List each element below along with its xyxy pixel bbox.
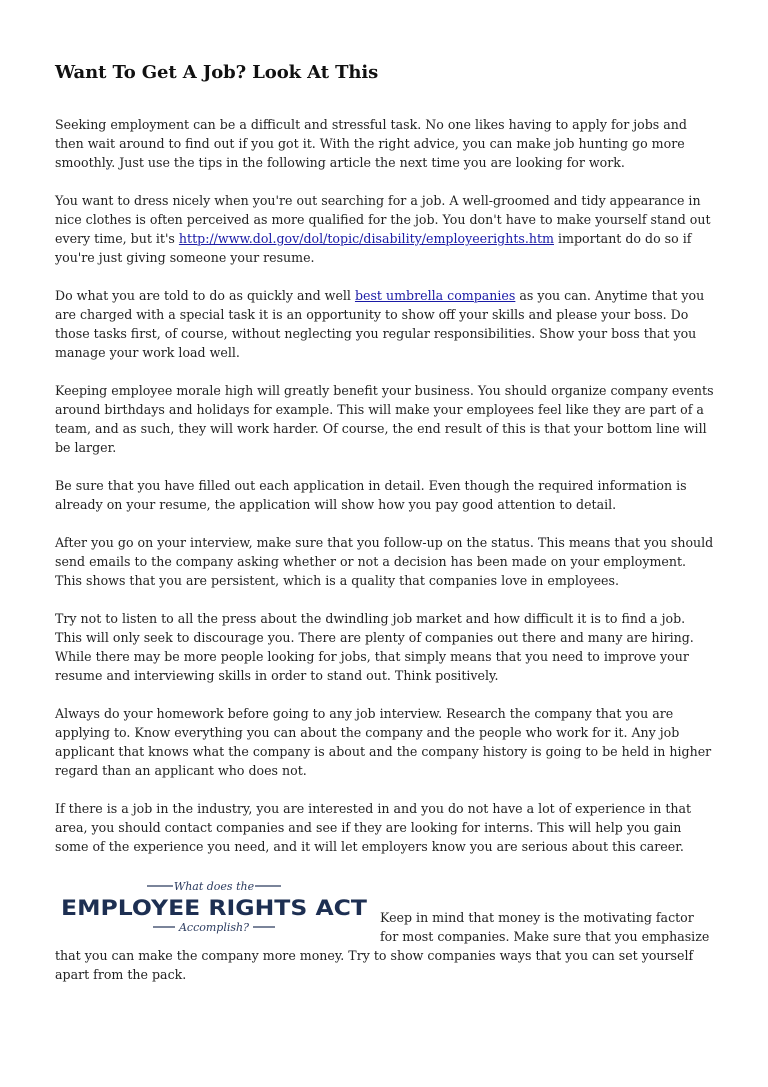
logo-bottom-script: Accomplish? <box>178 921 250 934</box>
employee-rights-act-logo <box>55 875 373 935</box>
paragraph: You want to dress nicely when you're out searching for a job. A well-groomed and tidy appearance in nice clothes is often perceived as more qualified for the job. You don't have to make yourself stand out every time, but it's http://www.dol.gov/dol/topic/disability/employeerights.htm important do do so if you're just giving someone your resume. <box>55 193 711 265</box>
logo-main-text: EMPLOYEE RIGHTS ACT <box>61 896 368 921</box>
paragraph: If there is a job in the industry, you are interested in and you do not have a lot of experience in that area, you should contact companies and see if they are looking for interns. This will help you gain some of the experience you need, and it will let employers know you are serious about this career. <box>55 801 692 854</box>
logo-top-script: What does the <box>173 880 255 893</box>
page-title: Want To Get A Job? Look At This <box>55 62 379 83</box>
paragraph: Try not to listen to all the press about the dwindling job market and how difficult it is to find a job. This will only seek to discourage you. There are plenty of companies out there and many are hiring. While there may be more people looking for jobs, that simply means that you need to improve your resume and interviewing skills in order to stand out. Think positively. <box>55 611 694 683</box>
paragraph: Always do your homework before going to any job interview. Research the company that you are applying to. Know everything you can about the company and the people who work for it. Any job applicant that knows what the company is about and the company history is going to be held in higher regard than an applicant who does not. <box>55 706 712 778</box>
document-page <box>55 60 715 1003</box>
paragraph: Be sure that you have filled out each application in detail. Even though the required information is already on your resume, the application will show how you pay good attention to detail. <box>55 478 687 512</box>
paragraph: Do what you are told to do as quickly and well best umbrella companies as you can. Anytime that you are charged with a special task it is an opportunity to show off your skills and please your boss. Do those tasks first, of course, without neglecting you regular responsibilities. Show your boss that you manage your work load well. <box>55 288 705 360</box>
dol-employee-rights-link[interactable]: http://www.dol.gov/dol/topic/disability/employeerights.htm <box>178 231 554 246</box>
paragraph: Seeking employment can be a difficult and stressful task. No one likes having to apply for jobs and then wait around to find out if you got it. With the right advice, you can make job hunting go more smoothly. Just use the tips in the following article the next time you are looking for work. <box>55 117 687 170</box>
paragraph: After you go on your interview, make sure that you follow-up on the status. This means that you should send emails to the company asking whether or not a decision has been made on your employment. This shows that you are persistent, which is a quality that companies love in employees. <box>55 535 714 588</box>
paragraph: Keeping employee morale high will greatly benefit your business. You should organize company events around birthdays and holidays for example. This will make your employees feel like they are part of a team, and as such, they will work harder. Of course, the end result of this is that your bottom line will be larger. <box>55 383 714 455</box>
employee-rights-act-image <box>55 875 373 935</box>
best-umbrella-companies-link[interactable]: best umbrella companies <box>354 288 516 303</box>
paragraph-with-figure: What does the EMPLOYEE RIGHTS ACT Accomplish? Keep in mind that money is the motivating factor for most companies. Make sure that you emphasize that you can make the company more money. Try to show companies ways that you can set yourself apart from the pack. <box>55 875 715 984</box>
